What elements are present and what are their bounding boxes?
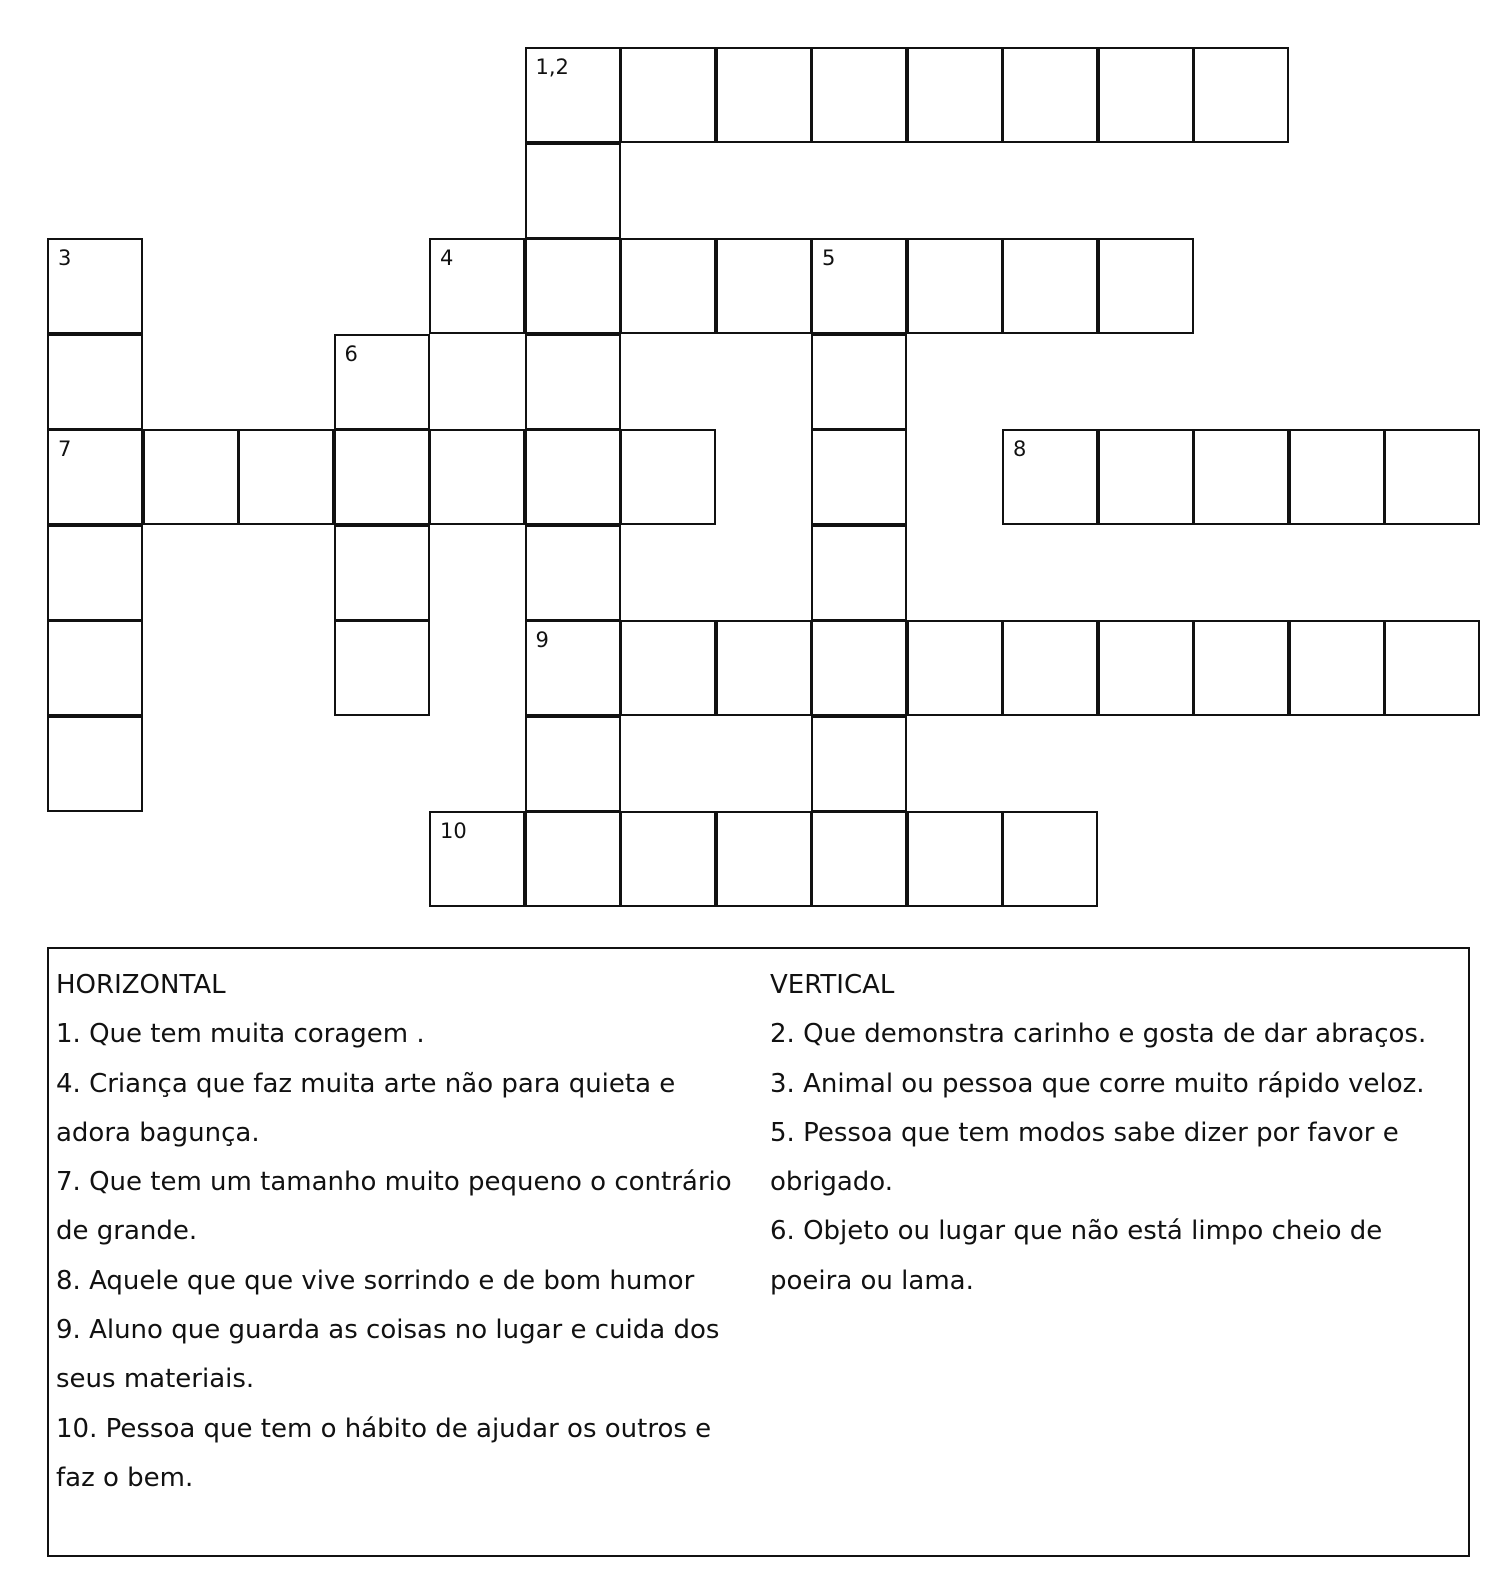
horizontal-title: HORIZONTAL: [56, 970, 226, 1000]
grid-cell[interactable]: [429, 238, 525, 334]
grid-cell[interactable]: [47, 620, 143, 716]
horizontal-clues: [56, 961, 774, 1503]
clue-line: 8. Aquele que que vive sorrindo e de bom humor: [56, 1265, 695, 1296]
grid-cell[interactable]: [47, 429, 143, 525]
grid-cell[interactable]: [525, 238, 621, 334]
vertical-clues: [770, 961, 1462, 1306]
grid-cell[interactable]: [1193, 429, 1289, 525]
clue-line: 7. Que tem um tamanho muito pequeno o contrário: [56, 1167, 732, 1198]
grid-cell[interactable]: [525, 716, 621, 812]
grid-cell[interactable]: [525, 811, 621, 907]
vertical-title: VERTICAL: [770, 970, 895, 1000]
grid-cell[interactable]: [525, 334, 621, 430]
cell-number: 1,2: [535, 55, 569, 79]
grid-cell[interactable]: [1002, 238, 1098, 334]
grid-cell[interactable]: [47, 238, 143, 334]
grid-cell[interactable]: [238, 429, 334, 525]
grid-cell[interactable]: [429, 429, 525, 525]
clue-line: faz o bem.: [56, 1462, 194, 1493]
grid-cell[interactable]: [716, 47, 812, 143]
grid-cell[interactable]: [1098, 429, 1194, 525]
cell-number: 3: [58, 246, 72, 270]
clue-line: poeira ou lama.: [770, 1265, 974, 1296]
grid-cell[interactable]: [143, 429, 239, 525]
grid-cell[interactable]: [811, 525, 907, 621]
grid-cell[interactable]: [1098, 620, 1194, 716]
grid-cell[interactable]: [429, 811, 525, 907]
grid-cell[interactable]: [334, 429, 430, 525]
clue-line: obrigado.: [770, 1167, 893, 1198]
grid-cell[interactable]: [907, 47, 1003, 143]
grid-cell[interactable]: [525, 47, 621, 143]
clue-line: 3. Animal ou pessoa que corre muito rápido veloz.: [770, 1068, 1425, 1099]
clue-line: 10. Pessoa que tem o hábito de ajudar os outros e: [56, 1413, 712, 1444]
grid-cell[interactable]: [811, 811, 907, 907]
grid-cell[interactable]: [1193, 47, 1289, 143]
grid-cell[interactable]: [907, 620, 1003, 716]
grid-cell[interactable]: [811, 238, 907, 334]
grid-cell[interactable]: [525, 429, 621, 525]
grid-cell[interactable]: [1002, 47, 1098, 143]
cell-number: 6: [344, 341, 358, 366]
grid-cell[interactable]: [525, 143, 621, 239]
grid-cell[interactable]: [620, 811, 716, 907]
grid-cell[interactable]: [620, 620, 716, 716]
grid-cell[interactable]: [811, 47, 907, 143]
grid-cell[interactable]: [620, 238, 716, 334]
clues-box: [47, 947, 1470, 1557]
grid-cell[interactable]: [811, 620, 907, 716]
cell-number: 10: [440, 819, 467, 843]
cell-number: 5: [822, 246, 836, 270]
grid-cell[interactable]: [1193, 620, 1289, 716]
grid-cell[interactable]: [907, 238, 1003, 334]
grid-cell[interactable]: [1289, 620, 1385, 716]
grid-cell[interactable]: [525, 525, 621, 621]
grid-cell[interactable]: [525, 620, 621, 716]
clue-line: 5. Pessoa que tem modos sabe dizer por favor e: [770, 1117, 1399, 1148]
clue-line: 6. Objeto ou lugar que não está limpo cheio de: [770, 1216, 1383, 1247]
grid-cell[interactable]: [334, 620, 430, 716]
grid-cell[interactable]: [620, 47, 716, 143]
grid-cell[interactable]: [334, 334, 430, 430]
grid-cell[interactable]: [47, 334, 143, 430]
grid-cell[interactable]: [1098, 47, 1194, 143]
cell-number: 7: [58, 437, 72, 461]
grid-cell[interactable]: [716, 620, 812, 716]
clue-line: 2. Que demonstra carinho e gosta de dar abraços.: [770, 1019, 1427, 1050]
cell-number: 8: [1013, 437, 1027, 461]
grid-cell[interactable]: [811, 716, 907, 812]
grid-cell[interactable]: [1002, 620, 1098, 716]
grid-cell[interactable]: [811, 334, 907, 430]
grid-cell[interactable]: [907, 811, 1003, 907]
grid-cell[interactable]: [47, 716, 143, 812]
grid-cell[interactable]: [1002, 811, 1098, 907]
grid-cell[interactable]: [1098, 238, 1194, 334]
clue-line: 1. Que tem muita coragem .: [56, 1019, 425, 1050]
clue-line: seus materiais.: [56, 1364, 255, 1395]
grid-cell[interactable]: [47, 525, 143, 621]
grid-cell[interactable]: [1384, 620, 1480, 716]
grid-cell[interactable]: [716, 811, 812, 907]
grid-cell[interactable]: [1384, 429, 1480, 525]
grid-cell[interactable]: [620, 429, 716, 525]
grid-cell[interactable]: [811, 429, 907, 525]
clue-line: de grande.: [56, 1216, 198, 1247]
grid-cell[interactable]: [1289, 429, 1385, 525]
grid-cell[interactable]: [716, 238, 812, 334]
clue-line: adora bagunça.: [56, 1117, 260, 1148]
cell-number: 9: [535, 628, 549, 652]
clue-line: 9. Aluno que guarda as coisas no lugar e cuida dos: [56, 1315, 720, 1346]
cell-number: 4: [440, 246, 454, 270]
grid-cell[interactable]: [1002, 429, 1098, 525]
clue-line: 4. Criança que faz muita arte não para quieta e: [56, 1068, 676, 1099]
grid-cell[interactable]: [334, 525, 430, 621]
